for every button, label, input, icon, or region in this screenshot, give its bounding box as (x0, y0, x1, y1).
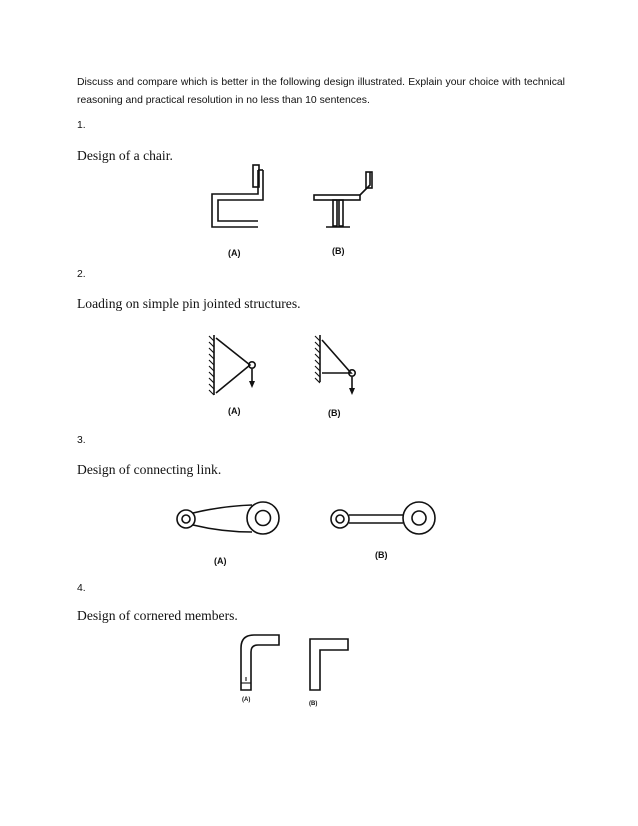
question-1-title: Design of a chair. (77, 148, 173, 163)
chair-b-label: (B) (332, 246, 345, 256)
chair-a-figure (212, 165, 263, 227)
question-2-title: Loading on simple pin jointed structures. (77, 296, 301, 311)
link-b-label: (B) (375, 550, 388, 560)
question-4-title: Design of cornered members. (77, 608, 238, 623)
structure-a-figure (209, 335, 255, 395)
structure-b-figure (315, 335, 355, 395)
chair-a-label: (A) (228, 248, 241, 258)
corner-a-label: (A) (242, 697, 251, 703)
question-3-title: Design of connecting link. (77, 462, 222, 477)
link-a-label: (A) (214, 556, 227, 566)
corner-b-figure (310, 639, 348, 690)
question-2-number: 2. (77, 269, 86, 280)
corner-b-label: (B) (309, 701, 318, 707)
structure-a-label: (A) (228, 406, 241, 416)
link-b-figure (331, 502, 435, 534)
question-3-number: 3. (77, 435, 86, 446)
structure-b-label: (B) (328, 408, 341, 418)
link-a-figure (177, 502, 279, 534)
question-4-number: 4. (77, 583, 86, 594)
instructions-text: Discuss and compare which is better in the following design illustrated. Explain your choice with technical reasoning and practical resolution in no less than 10 sentences. (77, 77, 565, 106)
question-1-number: 1. (77, 120, 86, 131)
corner-a-figure (241, 635, 279, 690)
chair-b-figure (314, 172, 372, 227)
